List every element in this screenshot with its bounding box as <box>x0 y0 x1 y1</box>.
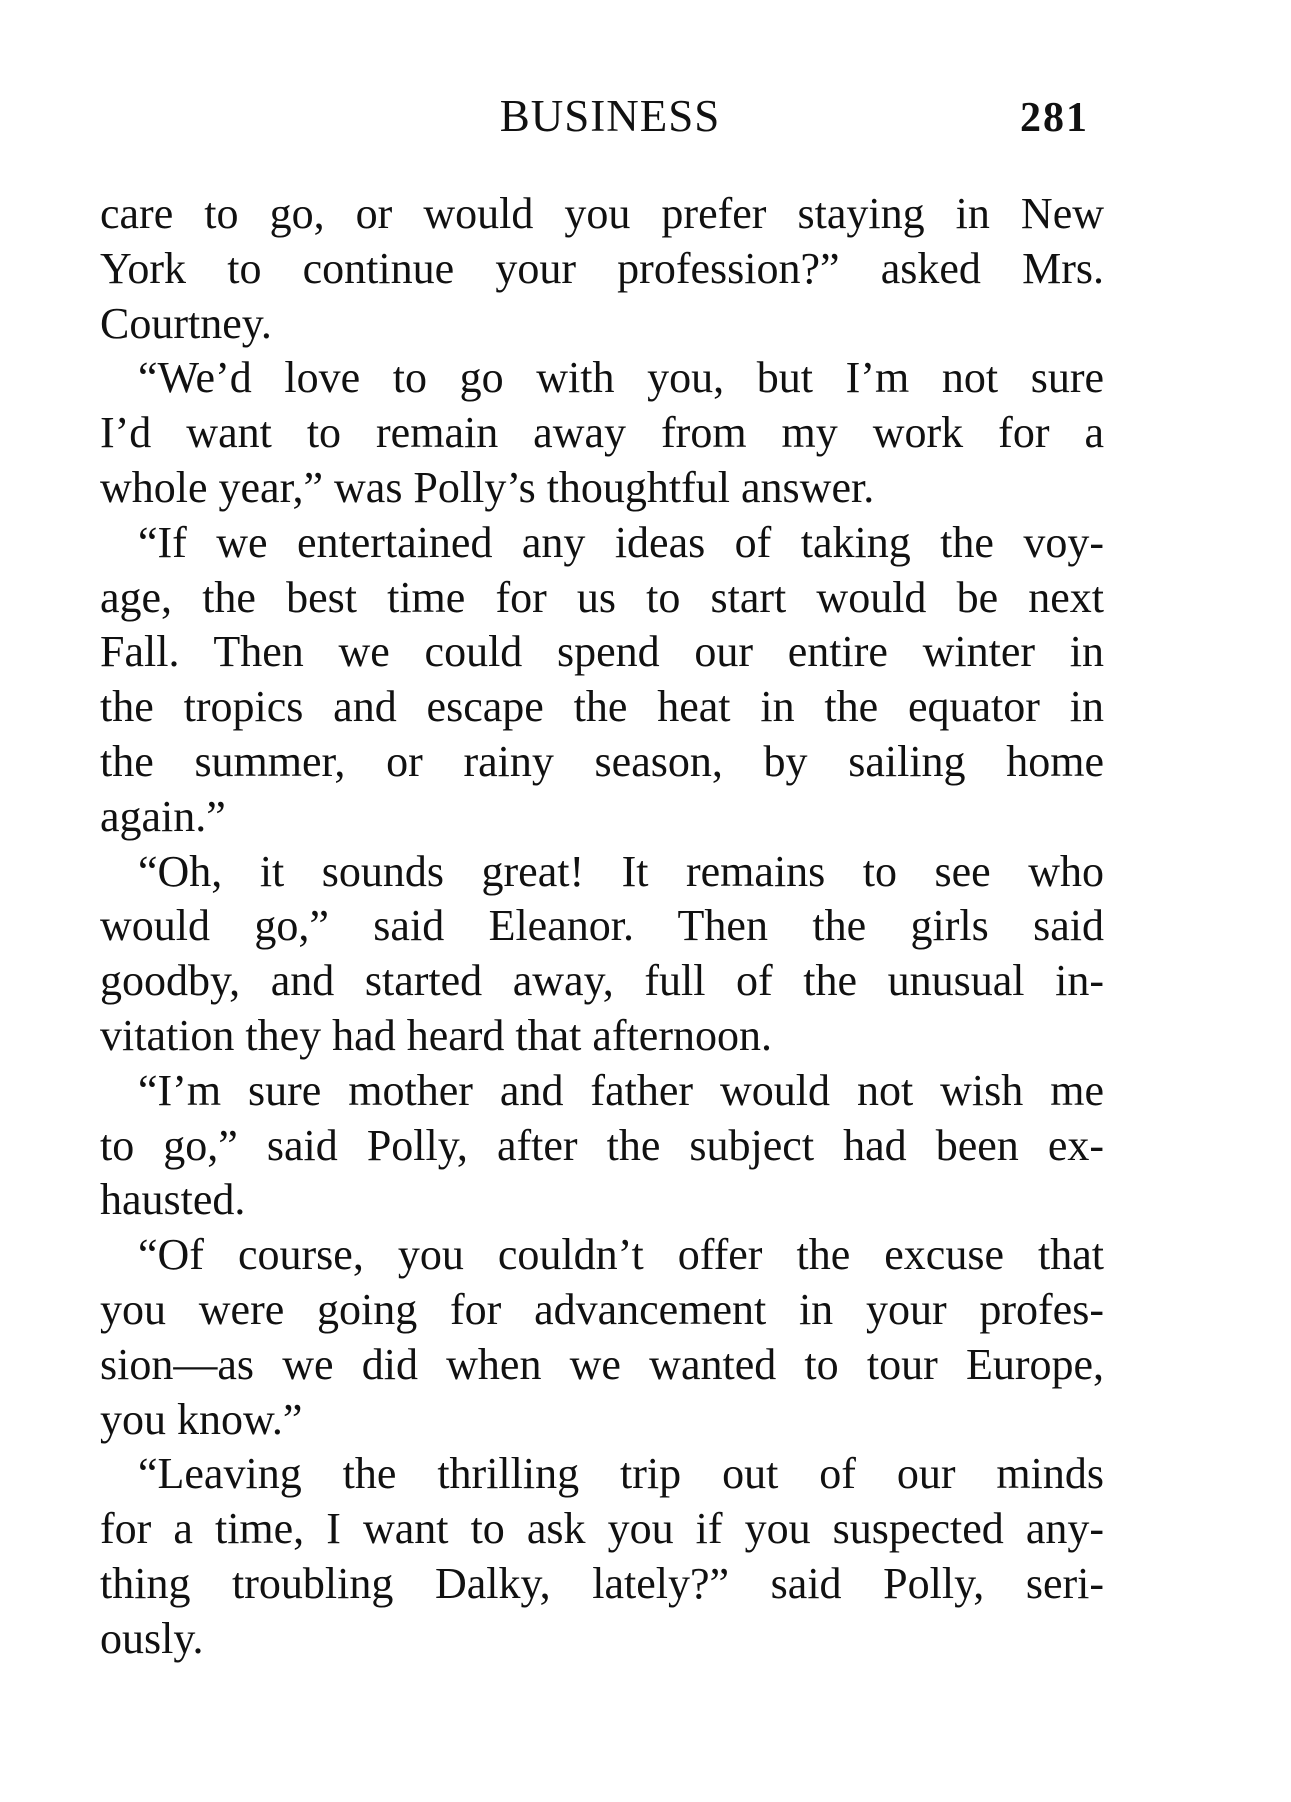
text-line: you were going for advancement in your profes- <box>100 1284 1104 1334</box>
text-line: “Oh, it sounds great! It remains to see who <box>138 846 1104 896</box>
text-line: Fall. Then we could spend our entire winter in <box>100 627 1104 677</box>
text-line: ously. <box>100 1613 204 1663</box>
page-number: 281 <box>1020 95 1089 141</box>
text-line: “Of course, you couldn’t offer the excuse that <box>138 1230 1104 1280</box>
text-line: vitation they had heard that afternoon. <box>100 1010 772 1060</box>
text-line: thing troubling Dalky, lately?” said Polly, seri- <box>100 1558 1104 1608</box>
text-line: you know.” <box>100 1394 303 1444</box>
text-line: “If we entertained any ideas of taking the voy- <box>138 517 1104 567</box>
running-header-title: BUSINESS <box>499 91 721 141</box>
text-line: sion—as we did when we wanted to tour Europe, <box>100 1339 1104 1389</box>
text-line: Courtney. <box>100 298 272 348</box>
text-line: “I’m sure mother and father would not wish me <box>138 1065 1104 1115</box>
text-line: “We’d love to go with you, but I’m not sure <box>138 353 1104 403</box>
text-line: for a time, I want to ask you if you suspected any- <box>100 1504 1104 1554</box>
text-line: goodby, and started away, full of the unusual in- <box>100 956 1104 1006</box>
text-line: “Leaving the thrilling trip out of our minds <box>138 1449 1104 1499</box>
text-line: would go,” said Eleanor. Then the girls said <box>100 901 1104 951</box>
text-line: to go,” said Polly, after the subject had been ex- <box>100 1120 1104 1170</box>
text-line: the summer, or rainy season, by sailing home <box>100 736 1104 786</box>
body-text <box>100 187 1104 1667</box>
text-line: whole year,” was Polly’s thoughtful answer. <box>100 462 875 512</box>
text-line: care to go, or would you prefer staying in New <box>100 189 1104 238</box>
text-line: York to continue your profession?” asked Mrs. <box>100 243 1104 293</box>
text-line: hausted. <box>100 1175 246 1225</box>
text-line: again.” <box>100 791 226 841</box>
text-line: the tropics and escape the heat in the equator in <box>100 682 1104 732</box>
text-line: age, the best time for us to start would be next <box>100 572 1104 622</box>
text-line: I’d want to remain away from my work for a <box>100 408 1104 458</box>
